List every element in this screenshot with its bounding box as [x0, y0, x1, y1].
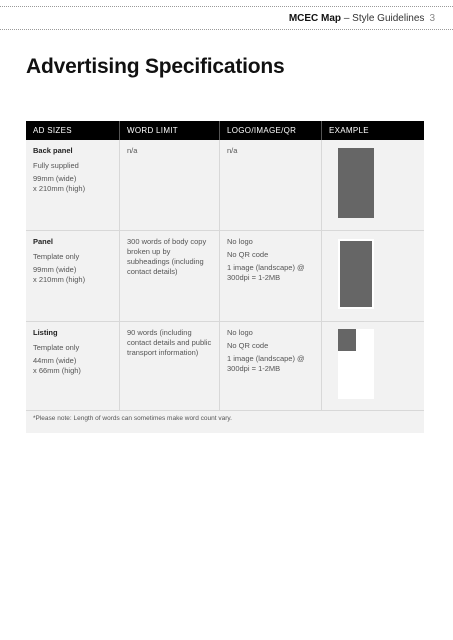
example-cell [322, 231, 424, 321]
image-detail: 1 image (landscape) @ 300dpi = 1-2MB [227, 263, 305, 282]
logo-detail: n/a [227, 146, 238, 155]
top-dotted-rule [0, 6, 453, 7]
logo-detail: No logo [227, 237, 253, 246]
table-header-row [26, 121, 424, 140]
panel-example-graphic [338, 239, 374, 309]
header-logo-image-qr: LOGO/IMAGE/QR [220, 121, 322, 140]
logo-image-cell [220, 140, 322, 230]
word-limit-cell: 90 words (including contact details and public transport information) [120, 322, 220, 410]
header-example: EXAMPLE [329, 126, 369, 135]
table-row [26, 140, 424, 231]
specifications-table [26, 121, 424, 433]
table-footnote: *Please note: Length of words can sometimes make word count vary. [26, 411, 424, 433]
logo-detail: No logo [227, 328, 253, 337]
ad-size-dimensions: 99mm (wide) x 210mm (high) [33, 265, 86, 284]
ad-size-name: Listing [33, 328, 58, 337]
header-ad-sizes: AD SIZES [26, 121, 120, 140]
ad-size-detail: Template only [33, 343, 80, 352]
ad-size-detail: Fully supplied [33, 161, 79, 170]
page-title: Advertising Specifications [26, 55, 285, 78]
ad-size-name: Back panel [33, 146, 73, 155]
ad-size-dimensions: 44mm (wide) x 66mm (high) [33, 356, 81, 375]
example-cell [322, 322, 424, 410]
logo-image-cell [220, 322, 322, 410]
ad-size-cell [26, 231, 120, 321]
ad-size-cell [26, 140, 120, 230]
ad-size-dimensions: 99mm (wide) x 210mm (high) [33, 174, 86, 193]
logo-image-cell [220, 231, 322, 321]
ad-size-cell [26, 322, 120, 410]
table-row [26, 231, 424, 322]
ad-size-detail: Template only [33, 252, 80, 261]
header-dotted-rule [0, 29, 453, 30]
image-detail: 1 image (landscape) @ 300dpi = 1-2MB [227, 354, 305, 373]
page-number: 3 [429, 13, 435, 24]
qr-detail: No QR code [227, 341, 269, 350]
header-subtitle: – Style Guidelines [341, 13, 425, 24]
example-cell [322, 140, 424, 230]
full-page-example-graphic [338, 148, 374, 218]
header-brand: MCEC Map [288, 13, 342, 24]
listing-example-graphic [338, 329, 374, 399]
running-header [289, 13, 435, 24]
word-limit-cell: 300 words of body copy broken up by subheadings (including contact details) [120, 231, 220, 321]
header-word-limit: WORD LIMIT [120, 121, 220, 140]
ad-size-name: Panel [33, 237, 54, 246]
table-row [26, 322, 424, 411]
qr-detail: No QR code [227, 250, 269, 259]
word-limit-cell: n/a [120, 140, 220, 230]
